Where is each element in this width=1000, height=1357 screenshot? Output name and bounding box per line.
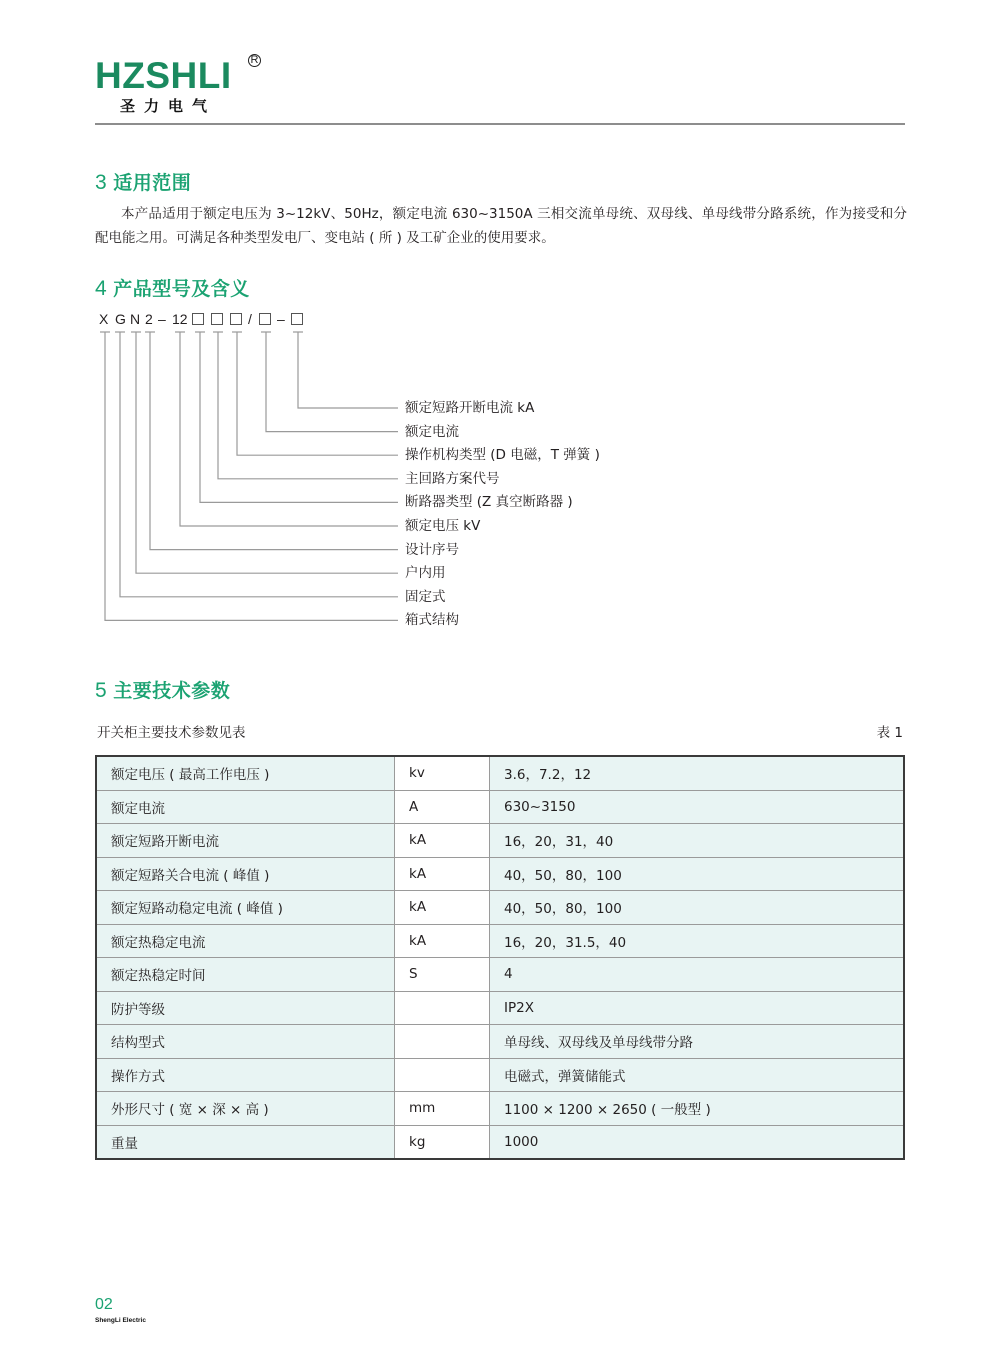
bracket-line xyxy=(237,332,398,455)
value-cell: 单母线、双母线及单母线带分路 xyxy=(490,1025,905,1059)
model-meaning-item: 主回路方案代号 xyxy=(405,470,500,487)
unit-cell: S xyxy=(395,958,490,992)
model-meaning-item: 断路器类型 (Z 真空断路器 ) xyxy=(405,494,573,511)
table-row xyxy=(96,891,904,925)
parameter-cell: 额定电压 ( 最高工作电压 ) xyxy=(96,756,395,790)
logo-chinese-name: 圣力电气 xyxy=(120,97,217,115)
model-code-char: G xyxy=(115,311,126,327)
model-code-char: – xyxy=(158,311,166,327)
table-caption: 开关柜主要技术参数见表 xyxy=(97,725,246,741)
parameter-cell: 重量 xyxy=(96,1125,395,1159)
bracket-line xyxy=(218,332,398,479)
value-cell: IP2X xyxy=(490,991,905,1025)
footer-brand: ShengLi Electric xyxy=(95,1317,146,1324)
model-code-char: – xyxy=(277,311,285,327)
parameter-cell: 额定短路动稳定电流 ( 峰值 ) xyxy=(96,891,395,925)
section-title: 产品型号及含义 xyxy=(113,278,250,300)
table-row xyxy=(96,1092,904,1126)
parameter-cell: 外形尺寸 ( 宽 × 深 × 高 ) xyxy=(96,1092,395,1126)
section-title: 主要技术参数 xyxy=(113,680,231,702)
value-cell: 40，50，80，100 xyxy=(490,891,905,925)
unit-cell: A xyxy=(395,790,490,824)
value-cell: 电磁式，弹簧储能式 xyxy=(490,1058,905,1092)
model-meaning-item: 固定式 xyxy=(405,588,446,605)
value-cell: 1000 xyxy=(490,1125,905,1159)
value-cell: 16，20，31.5，40 xyxy=(490,924,905,958)
section-number: 3 xyxy=(95,171,108,194)
unit-cell: mm xyxy=(395,1092,490,1126)
unit-cell: kA xyxy=(395,824,490,858)
model-meaning-item: 箱式结构 xyxy=(405,612,459,629)
model-code-char: N xyxy=(130,311,141,327)
bracket-line xyxy=(120,332,398,597)
value-cell: 40，50，80，100 xyxy=(490,857,905,891)
unit-cell xyxy=(395,991,490,1025)
page-number: 02 xyxy=(95,1296,113,1313)
bracket-line xyxy=(136,332,398,573)
table-number: 表 1 xyxy=(876,725,903,741)
section-number: 5 xyxy=(95,679,108,702)
technical-parameters-table xyxy=(95,755,905,1160)
model-meaning-item: 设计序号 xyxy=(405,541,459,558)
bracket-line xyxy=(298,332,398,408)
model-code-char: 2 xyxy=(145,311,153,327)
table-row xyxy=(96,991,904,1025)
table-row xyxy=(96,857,904,891)
bracket-line xyxy=(200,332,398,502)
bracket-line xyxy=(180,332,398,526)
value-cell: 4 xyxy=(490,958,905,992)
unit-cell: kg xyxy=(395,1125,490,1159)
table-row xyxy=(96,756,904,790)
parameter-cell: 额定短路关合电流 ( 峰值 ) xyxy=(96,857,395,891)
logo-brand-text: HZSHLI xyxy=(95,55,232,96)
model-code-char: 12 xyxy=(172,311,188,327)
table-row xyxy=(96,924,904,958)
table-row xyxy=(96,1025,904,1059)
scope-paragraph: 本产品适用于额定电压为 3~12kV、50Hz，额定电流 630~3150A 三相交流单母统、双母线、单母线带分路系统，作为接受和分配电能之用。可满足各种类型发电厂、变电站 ( 所 ) 及工矿企业的使用要求。 xyxy=(95,206,907,246)
table-row xyxy=(96,1125,904,1159)
section-title: 适用范围 xyxy=(113,172,192,194)
table-row xyxy=(96,824,904,858)
parameter-cell: 额定短路开断电流 xyxy=(96,824,395,858)
parameter-cell: 额定热稳定时间 xyxy=(96,958,395,992)
unit-cell xyxy=(395,1025,490,1059)
model-meaning-item: 额定电压 kV xyxy=(405,518,481,534)
value-cell: 1100 × 1200 × 2650 ( 一般型 ) xyxy=(490,1092,905,1126)
table-row xyxy=(96,790,904,824)
model-meaning-item: 额定电流 xyxy=(405,423,459,440)
model-code-char: / xyxy=(248,311,252,327)
table-row xyxy=(96,1058,904,1092)
bracket-line xyxy=(150,332,398,550)
bracket-line xyxy=(266,332,398,432)
parameter-cell: 防护等级 xyxy=(96,991,395,1025)
model-meaning-item: 户内用 xyxy=(405,565,446,582)
value-cell: 3.6，7.2，12 xyxy=(490,756,905,790)
value-cell: 630~3150 xyxy=(490,790,905,824)
parameter-cell: 结构型式 xyxy=(96,1025,395,1059)
registered-trademark-icon: R xyxy=(248,54,261,67)
section-5-heading xyxy=(95,676,230,703)
unit-cell: kA xyxy=(395,924,490,958)
table-row xyxy=(96,958,904,992)
unit-cell: kA xyxy=(395,857,490,891)
value-cell: 16，20，31，40 xyxy=(490,824,905,858)
model-code-char: X xyxy=(99,311,109,327)
unit-cell: kA xyxy=(395,891,490,925)
parameter-cell: 操作方式 xyxy=(96,1058,395,1092)
model-meaning-item: 操作机构类型 (D 电磁，T 弹簧 ) xyxy=(405,447,600,464)
parameter-cell: 额定热稳定电流 xyxy=(96,924,395,958)
unit-cell xyxy=(395,1058,490,1092)
bracket-line xyxy=(105,332,398,620)
section-number: 4 xyxy=(95,277,108,300)
parameter-cell: 额定电流 xyxy=(96,790,395,824)
model-meaning-item: 额定短路开断电流 kA xyxy=(405,400,535,416)
unit-cell: kv xyxy=(395,756,490,790)
